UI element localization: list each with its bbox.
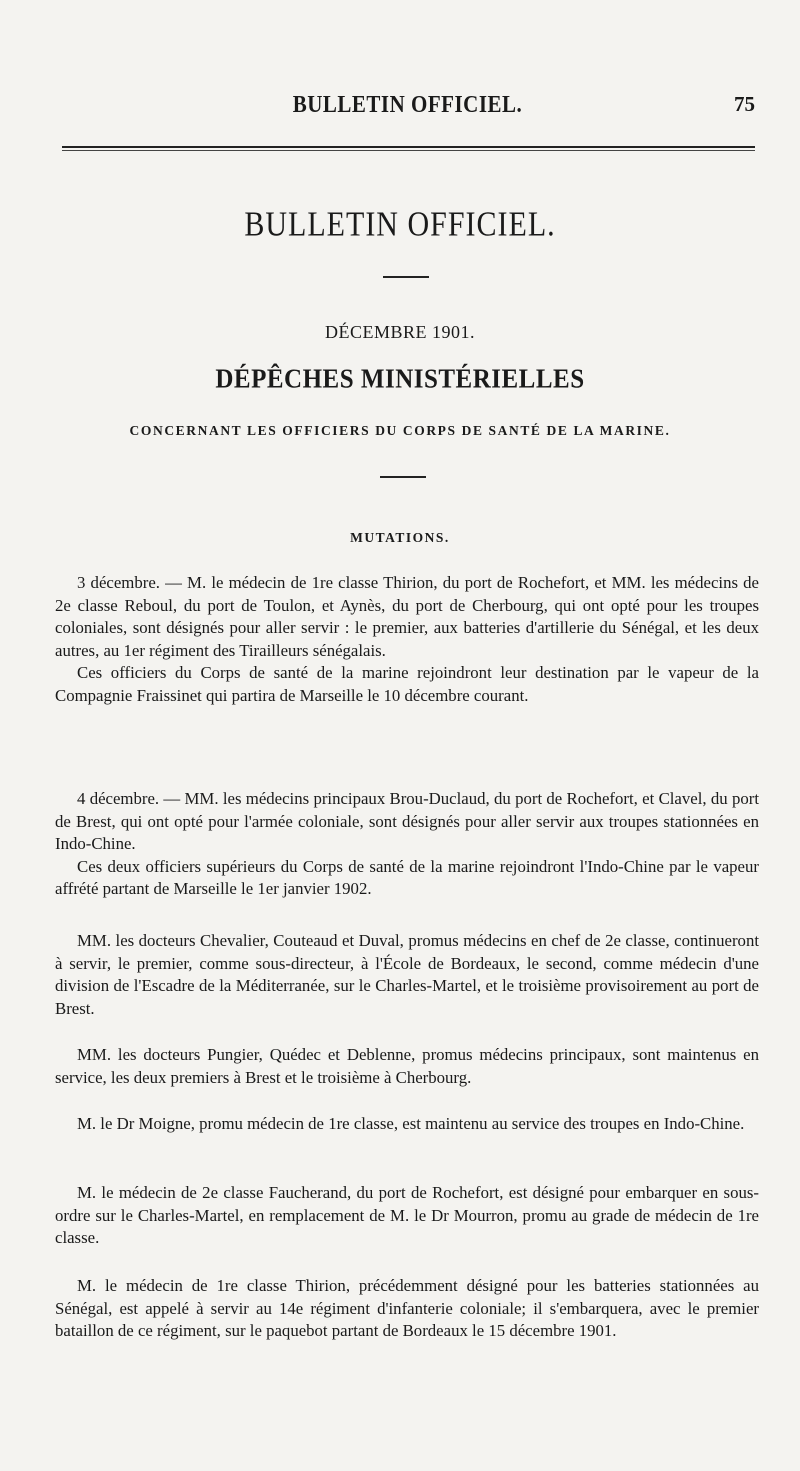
title-divider <box>383 276 429 278</box>
paragraph: 4 décembre. — MM. les médecins principaux Brou-Duclaud, du port de Rochefort, et Clavel, du port de Brest, qui ont opté pour l'armée coloniale, sont désignés pour aller servir aux troupes stationnées en Indo-Chine. <box>55 789 759 854</box>
section-title: DÉPÊCHES MINISTÉRIELLES <box>215 364 585 395</box>
entry-faucherand <box>55 1182 759 1250</box>
subtitle: CONCERNANT LES OFFICIERS DU CORPS DE SANTÉ DE LA MARINE. <box>129 423 671 438</box>
paragraph: MM. les docteurs Pungier, Quédec et Deblenne, promus médecins principaux, sont maintenus en service, les deux premiers à Brest et le troisième à Cherbourg. <box>55 1045 759 1087</box>
header-rule <box>62 146 755 151</box>
paragraph: 3 décembre. — M. le médecin de 1re classe Thirion, du port de Rochefort, et MM. les médecins de 2e classe Reboul, du port de Toulon, et Aynès, du port de Cherbourg, qui ont opté pour les troupes coloniales, sont désignés pour aller servir : le premier, aux batteries d'artillerie du Sénégal, et les deux autres, au 1er régiment des Tirailleurs sénégalais. <box>55 573 759 660</box>
paragraph: Ces officiers du Corps de santé de la marine rejoindront leur destination par le vapeur de la Compagnie Fraissinet qui partira de Marseille le 10 décembre courant. <box>55 663 759 705</box>
entry-principaux <box>55 1044 759 1089</box>
paragraph: M. le Dr Moigne, promu médecin de 1re classe, est maintenu au service des troupes en Indo-Chine. <box>77 1114 745 1133</box>
paragraph: Ces deux officiers supérieurs du Corps de santé de la marine rejoindront l'Indo-Chine par le vapeur affrété partant de Marseille le 1er janvier 1902. <box>55 856 759 899</box>
entry-4-decembre <box>55 788 759 901</box>
main-title: BULLETIN OFFICIEL. <box>244 205 556 244</box>
running-head <box>60 92 755 122</box>
page-number: 75 <box>734 92 755 116</box>
paragraph: M. le médecin de 2e classe Faucherand, du port de Rochefort, est désigné pour embarquer en sous-ordre sur le Charles-Martel, en remplacement de M. le Dr Mourron, promu au grade de médecin de 1re classe. <box>55 1183 759 1248</box>
section-divider <box>380 476 426 478</box>
date-line: DÉCEMBRE 1901. <box>324 322 475 342</box>
paragraph: M. le médecin de 1re classe Thirion, précédemment désigné pour les batteries stationnées au Sénégal, est appelé à servir au 14e régiment d'infanterie coloniale; il s'embarquera, avec le premier bataillon de ce régiment, sur le paquebot partant de Bordeaux le 15 décembre 1901. <box>55 1276 759 1341</box>
mutations-heading: MUTATIONS. <box>350 530 450 545</box>
entry-thirion <box>55 1275 759 1343</box>
paragraph: MM. les docteurs Chevalier, Couteaud et Duval, promus médecins en chef de 2e classe, continueront à servir, le premier, comme sous-directeur, à l'École de Bordeaux, le second, comme médecin d'une division de l'Escadre de la Méditerranée, sur le Charles-Martel, et le troisième provisoirement au port de Brest. <box>55 931 759 1018</box>
entry-moigne <box>55 1113 759 1136</box>
running-title: BULLETIN OFFICIEL. <box>292 90 523 118</box>
entry-3-decembre <box>55 572 759 708</box>
entry-chefs <box>55 930 759 1020</box>
